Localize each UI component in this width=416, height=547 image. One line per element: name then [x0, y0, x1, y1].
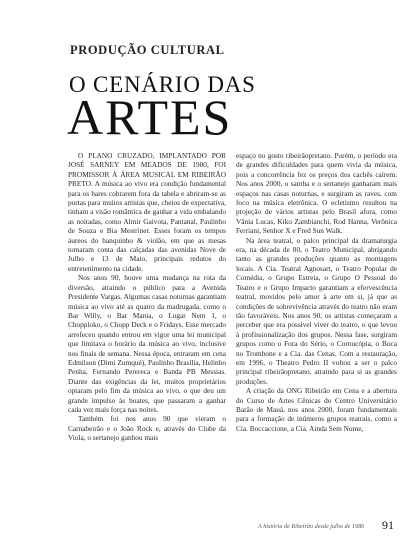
paragraph: Também foi nos anos 90 que vieram o Carnabeirão e o João Rock e, através do Clube da Viola, o sertanejo ganhou mais [68, 414, 226, 443]
article-title-line1: O CENÁRIO DAS [69, 72, 256, 97]
paragraph: Nos anos 90, houve uma mudança na rota da diversão, atraindo o público para a Avenida Presidente Vargas. Algumas casas noturnas garantiam música ao vivo até as quatro da madrugada, como o Bar Willy, o Bar Mania, o Lugar Nem 1, o Chopploko, o Chopp Deck e o Fridays. Esse mercado arrefeceu quando entrou em vigor uma lei municipal que limitava o horário da música ao vivo, inclusive nos finais de semana. Nessa época, entraram em cena Edmilson (Dimi Zumqué), Paulinho Brasília, Helinho Penha, Fernando Perereca e Banda PB Messias. Diante das exigências da lei, muitos proprietários optaram pelo fim da música ao vivo, o que deu um grande impulso às boates, que passaram a ganhar cada vez mais força nas noites. [68, 273, 226, 414]
paragraph: O PLANO CRUZADO, IMPLANTADO POR JOSÉ SARNEY EM MEADOS DE 1980, FOI PROMISSOR À ÁREA MUSICAL EM RIBEIRÃO PRETO. A música ao vivo era condição fundamental para os bares cobrarem fora da tabela e abriram-se as portas para muitos artistas que, cheios de expectativa, tinham a visão romântica de ganhar a vida embalando as noitadas, como Almir Gaivota, Pantanal, Paulinho de Souza e Bia Mestriner. Esses foram os tempos áureos do banquinho & violão, em que as mesas tomaram conta das calçadas das avenidas Nove de Julho e 13 de Maio, principais redutos do entretenimento na cidade. [68, 151, 226, 273]
paragraph: A criação da ONG Ribeirão em Cena e a abertura do Curso de Artes Cênicas do Centro Universitário Barão de Mauá, nos anos 2000, foram fundamentais para a formação de inúmeros grupos teatrais, como a Cia. Boccaccione, a Cia. Ainda Sem Nome, [236, 386, 397, 433]
paragraph: Na área teatral, o palco principal da dramaturgia era, na década de 80, o Teatro Municipal, abrigando tanto as grandes produções quanto as montagens locais. A Cia. Teatral Agnosart, o Teatro Popular de Comédia, o Grupo Estreia, o Grupo O Pessoal do Teatro e o Grupo Impacto garantiam a efervescência teatral, movidos pelo amor à arte em si, já que as condições de sobrevivência através do teatro não eram tão favoráveis. Nos anos 90, os artistas começaram a perceber que era possível viver do teatro, o que levou à profissionalização dos grupos. Nessa fase, surgiram grupos como o Fora do Sério, o Cornucópia, o Boca no Trombone e a Cia. das Cenas. Com a restauração, em 1996, o Theatro Pedro II voltou a ser o palco principal ribeirãopretano, atraindo para si as grandes produções. [236, 235, 397, 386]
page-number: 91 [382, 518, 394, 532]
section-kicker: PRODUÇÃO CULTURAL [70, 43, 225, 57]
left-column [68, 151, 226, 443]
footer-caption: A história de Ribeirão desde julho de 1986 [258, 523, 365, 530]
right-column [236, 151, 397, 433]
paragraph: espaço no gosto ribeirãopretano. Porém, o período era de grandes dificuldades para quem vivia da música, pois a concorrência fez os preços dos cachês caírem. Nos anos 2000, o samba e o sertanejo ganharam mais espaços nas casas noturnas, e surgiram as raves, com foco na música eletrônica. O ecletismo resultou na projeção de vários artistas pelo Brasil afora, como Vânia Lucas, Kiko Zambianchi, Rod Hanna, Verônica Ferriani, Senhor X e Fred Sun Walk. [236, 151, 397, 236]
article-title-line2: ARTES [67, 89, 233, 145]
